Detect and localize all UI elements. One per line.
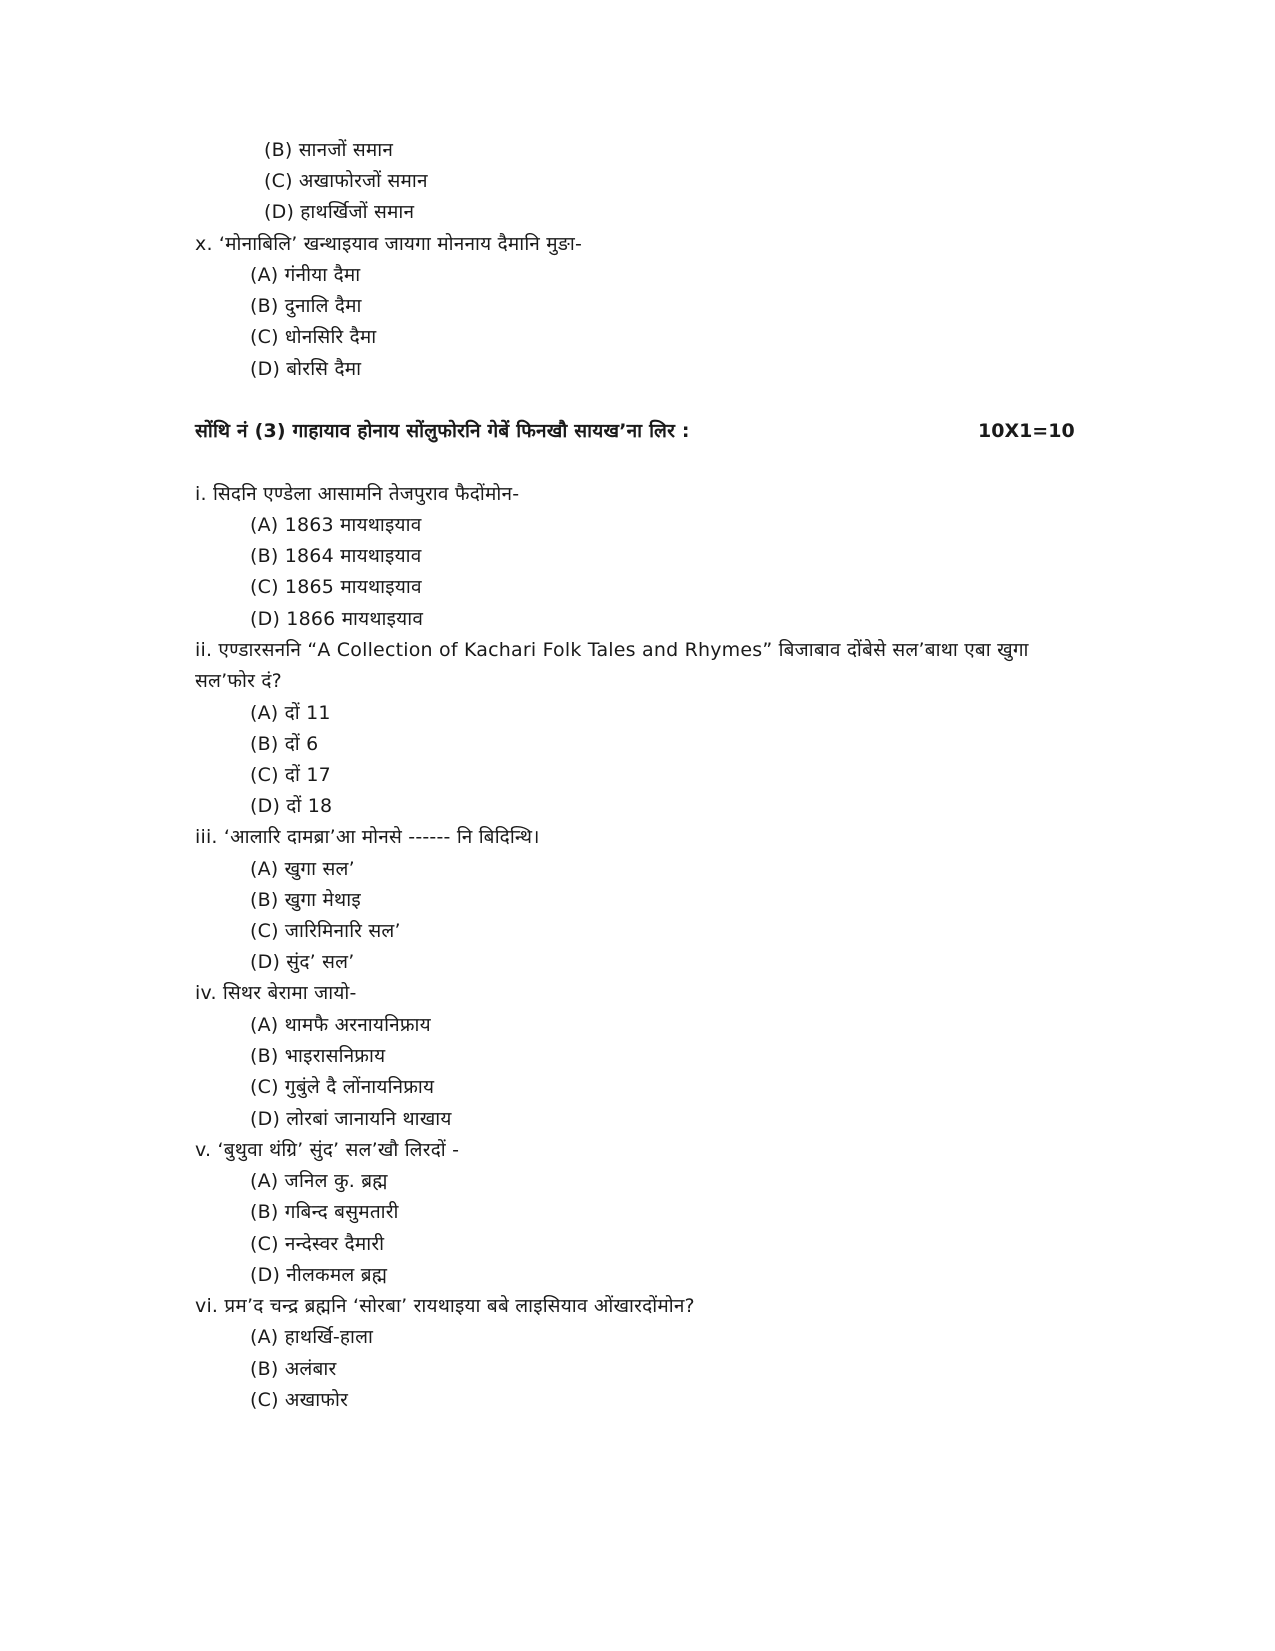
option-a: (A) हाथर्खि-हाला bbox=[250, 1326, 374, 1348]
option-b: (B) भाइरासनिफ्राय bbox=[250, 1045, 386, 1067]
option-a: (A) थामफै अरनायनिफ्राय bbox=[250, 1014, 431, 1036]
option-c: (C) जारिमिनारि सल’ bbox=[250, 920, 401, 942]
question-ii: ii. एण्डारसननि “A Collection of Kachari Folk Tales and Rhymes” बिजाबाव दोंबेसे सल’बाथा एबा खुगा bbox=[195, 639, 1029, 661]
option-a: (A) खुगा सल’ bbox=[250, 858, 355, 880]
question-ii-continued: सल’फोर दं? bbox=[195, 670, 282, 692]
option-d: (D) लोरबां जानायनि थाखाय bbox=[250, 1108, 452, 1130]
section-marks: 10X1=10 bbox=[978, 420, 1075, 442]
option-b: (B) दों 6 bbox=[250, 733, 319, 755]
option-b: (B) गबिन्द बसुमतारी bbox=[250, 1201, 399, 1223]
option-b: (B) खुगा मेथाइ bbox=[250, 889, 361, 911]
option-a: (A) दों 11 bbox=[250, 702, 331, 724]
option-c: (C) अखाफोरजों समान bbox=[264, 170, 428, 192]
option-c: (C) 1865 मायथाइयाव bbox=[250, 576, 422, 598]
option-b: (B) दुनालि दैमा bbox=[250, 295, 362, 317]
section-heading: सोंथि नं (3) गाहायाव होनाय सोंलुफोरनि गेबें फिनखौ सायख’ना लिर : bbox=[195, 420, 690, 442]
option-b: (B) अलंबार bbox=[250, 1358, 337, 1380]
question-v: v. ‘बुथुवा थंग्रि’ सुंद’ सल’खौ लिरदों - bbox=[195, 1139, 460, 1161]
question-iii: iii. ‘आलारि दामब्रा’आ मोनसे ------ नि बिदिन्थि। bbox=[195, 826, 540, 848]
question-iv: iv. सिथर बेरामा जायो- bbox=[195, 982, 357, 1004]
option-a: (A) गंनीया दैमा bbox=[250, 264, 361, 286]
question-x: x. ‘मोनाबिलि’ खन्थाइयाव जायगा मोननाय दैमानि मुङा- bbox=[195, 233, 583, 255]
option-d: (D) नीलकमल ब्रह्म bbox=[250, 1264, 388, 1286]
option-c: (C) नन्देस्वर दैमारी bbox=[250, 1233, 385, 1255]
option-d: (D) बोरसि दैमा bbox=[250, 358, 362, 380]
option-a: (A) जनिल कु. ब्रह्म bbox=[250, 1170, 388, 1192]
option-c: (C) दों 17 bbox=[250, 764, 331, 786]
option-d: (D) दों 18 bbox=[250, 795, 333, 817]
option-b: (B) 1864 मायथाइयाव bbox=[250, 545, 422, 567]
option-c: (C) अखाफोर bbox=[250, 1389, 349, 1411]
question-vi: vi. प्रम’द चन्द्र ब्रह्मनि ‘सोरबा’ रायथाइया बबे लाइसियाव ओंखारदोंमोन? bbox=[195, 1295, 695, 1317]
option-d: (D) हाथर्खिजों समान bbox=[264, 201, 415, 223]
question-i: i. सिदनि एण्डेला आसामनि तेजपुराव फैदोंमोन- bbox=[195, 483, 520, 505]
option-d: (D) 1866 मायथाइयाव bbox=[250, 608, 424, 630]
option-c: (C) धोनसिरि दैमा bbox=[250, 326, 377, 348]
option-a: (A) 1863 मायथाइयाव bbox=[250, 514, 422, 536]
option-d: (D) सुंद’ सल’ bbox=[250, 951, 355, 973]
option-b: (B) सानजों समान bbox=[264, 139, 394, 161]
option-c: (C) गुबुंले दै लोंनायनिफ्राय bbox=[250, 1076, 435, 1098]
